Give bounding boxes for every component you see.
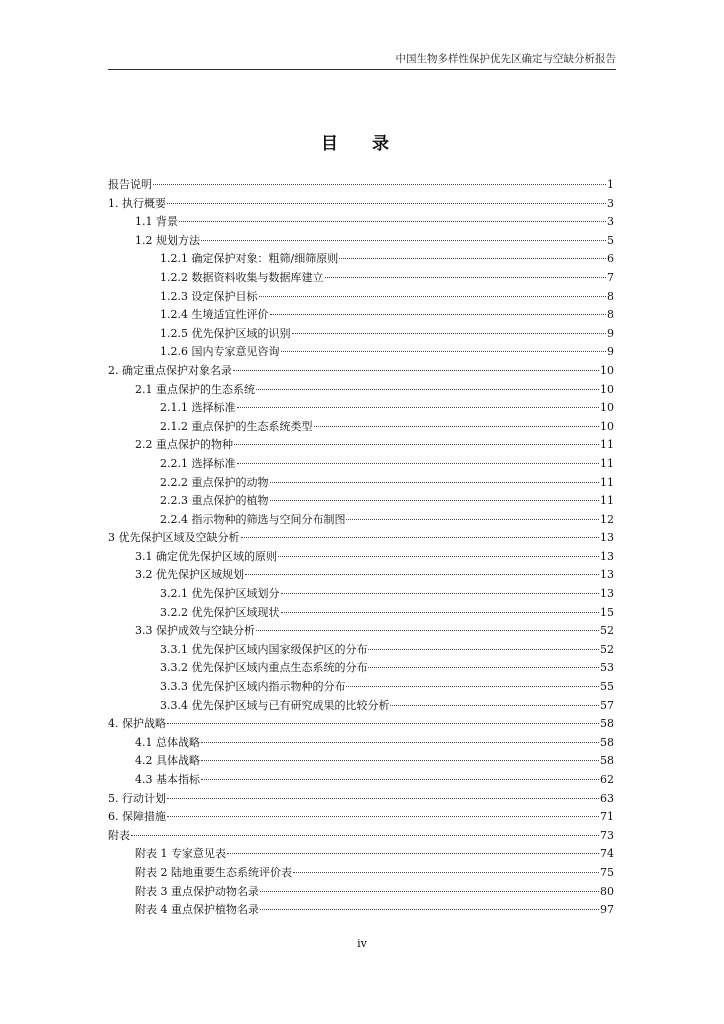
toc-entry[interactable]	[108, 176, 614, 195]
toc-entry-title: 4.1 总体战略	[135, 735, 200, 749]
toc-entry-title: 1.2.5 优先保护区域的识别	[160, 326, 291, 340]
toc-entry-page: 9	[607, 326, 614, 340]
dot-leader	[237, 463, 600, 464]
toc-entry[interactable]	[108, 455, 614, 474]
toc-entry[interactable]	[108, 269, 614, 288]
toc-entry[interactable]	[108, 418, 614, 437]
toc-entry-page: 71	[600, 810, 614, 824]
toc-entry-title: 附表 3 重点保护动物名录	[135, 884, 259, 898]
toc-entry-page: 80	[600, 884, 614, 898]
toc-entry[interactable]	[108, 548, 614, 567]
header-rule	[108, 69, 616, 70]
dot-leader	[270, 482, 600, 483]
toc-title: 目 录	[321, 134, 403, 154]
toc-entry-title: 报告说明	[108, 178, 152, 191]
toc-entry[interactable]	[108, 715, 614, 734]
table-of-contents	[108, 176, 614, 920]
toc-entry-page: 7	[607, 270, 614, 284]
toc-entry-page: 55	[600, 680, 614, 694]
toc-entry[interactable]	[108, 511, 614, 530]
toc-entry-title: 3.3.2 优先保护区域内重点生态系统的分布	[160, 661, 368, 675]
toc-entry-title: 3.3.3 优先保护区域内指示物种的分布	[160, 680, 346, 694]
dot-leader	[201, 742, 599, 743]
toc-entry-title: 3 优先保护区域及空缺分析	[108, 531, 240, 545]
dot-leader	[260, 891, 599, 892]
toc-entry[interactable]	[108, 529, 614, 548]
toc-entry[interactable]	[108, 901, 614, 920]
toc-entry[interactable]	[108, 827, 614, 846]
toc-entry[interactable]	[108, 790, 614, 809]
dot-leader	[270, 500, 600, 501]
dot-leader	[256, 630, 599, 631]
toc-entry-title: 4. 保护战略	[108, 717, 166, 731]
toc-entry-title: 1. 执行概要	[108, 196, 166, 210]
toc-entry[interactable]	[108, 232, 614, 251]
toc-entry-page: 97	[600, 903, 614, 917]
toc-entry-page: 58	[600, 717, 614, 731]
toc-entry-page: 9	[607, 345, 614, 359]
toc-entry-page: 58	[600, 754, 614, 768]
dot-leader	[270, 314, 607, 315]
toc-entry-title: 3.2.2 优先保护区域现状	[160, 605, 280, 619]
toc-entry-title: 2.1 重点保护的生态系统	[135, 382, 255, 396]
dot-leader	[390, 705, 599, 706]
toc-entry-page: 52	[600, 642, 614, 656]
toc-entry-title: 2.2 重点保护的物种	[135, 438, 233, 452]
toc-entry-page: 12	[600, 512, 614, 526]
toc-entry-page: 15	[600, 605, 614, 619]
toc-entry-title: 5. 行动计划	[108, 791, 166, 805]
dot-leader	[167, 203, 606, 204]
toc-entry-page: 8	[607, 289, 614, 303]
toc-entry[interactable]	[108, 436, 614, 455]
toc-entry[interactable]	[108, 399, 614, 418]
toc-entry[interactable]	[108, 604, 614, 623]
toc-entry-page: 13	[600, 587, 614, 601]
dot-leader	[314, 426, 600, 427]
dot-leader	[281, 593, 600, 594]
dot-leader	[281, 612, 600, 613]
toc-entry-title: 6. 保障措施	[108, 810, 166, 824]
toc-entry[interactable]	[108, 566, 614, 585]
toc-entry-title: 1.1 背景	[135, 215, 178, 229]
toc-entry-page: 74	[600, 847, 614, 861]
toc-entry-page: 6	[607, 252, 614, 266]
toc-entry-title: 4.3 基本指标	[135, 773, 200, 786]
toc-entry-title: 附表 1 专家意见表	[135, 847, 226, 861]
toc-entry-page: 13	[600, 568, 614, 582]
dot-leader	[281, 351, 607, 352]
toc-entry[interactable]	[108, 213, 614, 232]
dot-leader	[368, 667, 599, 668]
toc-entry[interactable]	[108, 678, 614, 697]
toc-entry-title: 3.2.1 优先保护区域划分	[160, 587, 280, 601]
toc-entry[interactable]	[108, 641, 614, 660]
toc-entry-title: 附表 4 重点保护植物名录	[135, 903, 259, 917]
toc-entry-title: 2.2.3 重点保护的植物	[160, 494, 269, 508]
dot-leader	[167, 723, 599, 724]
dot-leader	[346, 686, 599, 687]
toc-entry-title: 3.2 优先保护区域规划	[135, 568, 244, 582]
toc-entry[interactable]	[108, 883, 614, 902]
toc-entry[interactable]	[108, 474, 614, 493]
toc-entry[interactable]	[108, 622, 614, 641]
toc-entry-title: 附表 2 陆地重要生态系统评价表	[135, 865, 292, 879]
dot-leader	[179, 221, 606, 222]
toc-entry[interactable]	[108, 250, 614, 269]
toc-entry-page: 11	[600, 475, 614, 489]
toc-entry-page: 11	[600, 494, 614, 508]
toc-entry-page: 75	[600, 865, 614, 879]
toc-entry-title: 3.3.4 优先保护区域与已有研究成果的比较分析	[160, 698, 390, 712]
dot-leader	[237, 407, 600, 408]
toc-entry-page: 58	[600, 735, 614, 749]
toc-entry[interactable]	[108, 381, 614, 400]
toc-entry-title: 2.2.2 重点保护的动物	[160, 475, 269, 489]
dot-leader	[201, 240, 606, 241]
toc-entry[interactable]	[108, 845, 614, 864]
dot-leader	[167, 798, 599, 799]
toc-entry[interactable]	[108, 288, 614, 307]
toc-entry-page: 62	[600, 773, 614, 786]
dot-leader	[339, 258, 606, 259]
toc-entry-title: 1.2 规划方法	[135, 233, 200, 247]
toc-entry-title: 3.3 保护成效与空缺分析	[135, 624, 255, 638]
toc-entry-page: 3	[607, 196, 614, 210]
toc-entry-title: 1.2.6 国内专家意见咨询	[160, 345, 280, 359]
dot-leader	[260, 909, 599, 910]
toc-entry-page: 13	[600, 531, 614, 545]
dot-leader	[368, 649, 599, 650]
dot-leader	[131, 835, 599, 836]
toc-entry-page: 10	[600, 419, 614, 433]
toc-entry[interactable]	[108, 343, 614, 362]
toc-entry-page: 8	[607, 308, 614, 322]
dot-leader	[293, 872, 599, 873]
dot-leader	[233, 370, 599, 371]
dot-leader	[278, 556, 599, 557]
toc-entry-title: 2.2.1 选择标准	[160, 456, 236, 470]
toc-entry[interactable]	[108, 771, 614, 790]
dot-leader	[227, 853, 599, 854]
toc-entry-page: 5	[607, 233, 614, 247]
running-header: 中国生物多样性保护优先区确定与空缺分析报告	[395, 53, 616, 65]
dot-leader	[201, 760, 599, 761]
toc-entry-title: 2.1.1 选择标准	[160, 401, 236, 415]
toc-entry[interactable]	[108, 492, 614, 511]
dot-leader	[245, 574, 599, 575]
toc-entry-page: 1	[607, 178, 614, 191]
dot-leader	[167, 816, 599, 817]
toc-entry-page: 57	[600, 698, 614, 712]
toc-entry-page: 11	[600, 438, 614, 452]
toc-entry-title: 2. 确定重点保护对象名录	[108, 363, 232, 377]
dot-leader	[292, 333, 607, 334]
dot-leader	[234, 444, 599, 445]
toc-entry-title: 3.1 确定优先保护区域的原则	[135, 549, 277, 563]
toc-entry-title: 1.2.3 设定保护目标	[160, 289, 258, 303]
toc-entry-page: 3	[607, 215, 614, 229]
toc-entry[interactable]	[108, 734, 614, 753]
dot-leader	[325, 277, 607, 278]
toc-entry[interactable]	[108, 808, 614, 827]
toc-entry[interactable]	[108, 306, 614, 325]
toc-entry-page: 53	[600, 661, 614, 675]
toc-entry-page: 73	[600, 828, 614, 842]
toc-entry[interactable]	[108, 325, 614, 344]
page-number: iv	[357, 937, 367, 950]
toc-entry-page: 10	[600, 401, 614, 415]
toc-entry-title: 2.2.4 指示物种的筛选与空间分布制图	[160, 512, 346, 526]
toc-entry-page: 10	[600, 363, 614, 377]
toc-entry-title: 附表	[108, 828, 130, 842]
toc-entry-title: 2.1.2 重点保护的生态系统类型	[160, 419, 313, 433]
toc-entry-title: 3.3.1 优先保护区域内国家级保护区的分布	[160, 642, 368, 656]
toc-entry[interactable]	[108, 585, 614, 604]
toc-entry[interactable]	[108, 659, 614, 678]
toc-entry[interactable]	[108, 697, 614, 716]
toc-entry[interactable]	[108, 195, 614, 214]
dot-leader	[259, 296, 607, 297]
toc-entry-title: 1.2.4 生境适宜性评价	[160, 308, 269, 322]
toc-entry-page: 11	[600, 456, 614, 470]
toc-entry-page: 63	[600, 791, 614, 805]
toc-entry-title: 1.2.2 数据资料收集与数据库建立	[160, 270, 324, 284]
dot-leader	[153, 184, 606, 185]
toc-entry-title: 1.2.1 确定保护对象：粗筛/细筛原则	[160, 252, 339, 266]
toc-entry[interactable]	[108, 752, 614, 771]
dot-leader	[346, 519, 599, 520]
dot-leader	[241, 537, 600, 538]
dot-leader	[201, 779, 599, 780]
toc-entry-title: 4.2 具体战略	[135, 754, 200, 768]
toc-entry-page: 13	[600, 549, 614, 563]
toc-entry[interactable]	[108, 362, 614, 381]
toc-entry-page: 10	[600, 382, 614, 396]
toc-entry[interactable]	[108, 864, 614, 883]
toc-entry-page: 52	[600, 624, 614, 638]
dot-leader	[256, 389, 599, 390]
